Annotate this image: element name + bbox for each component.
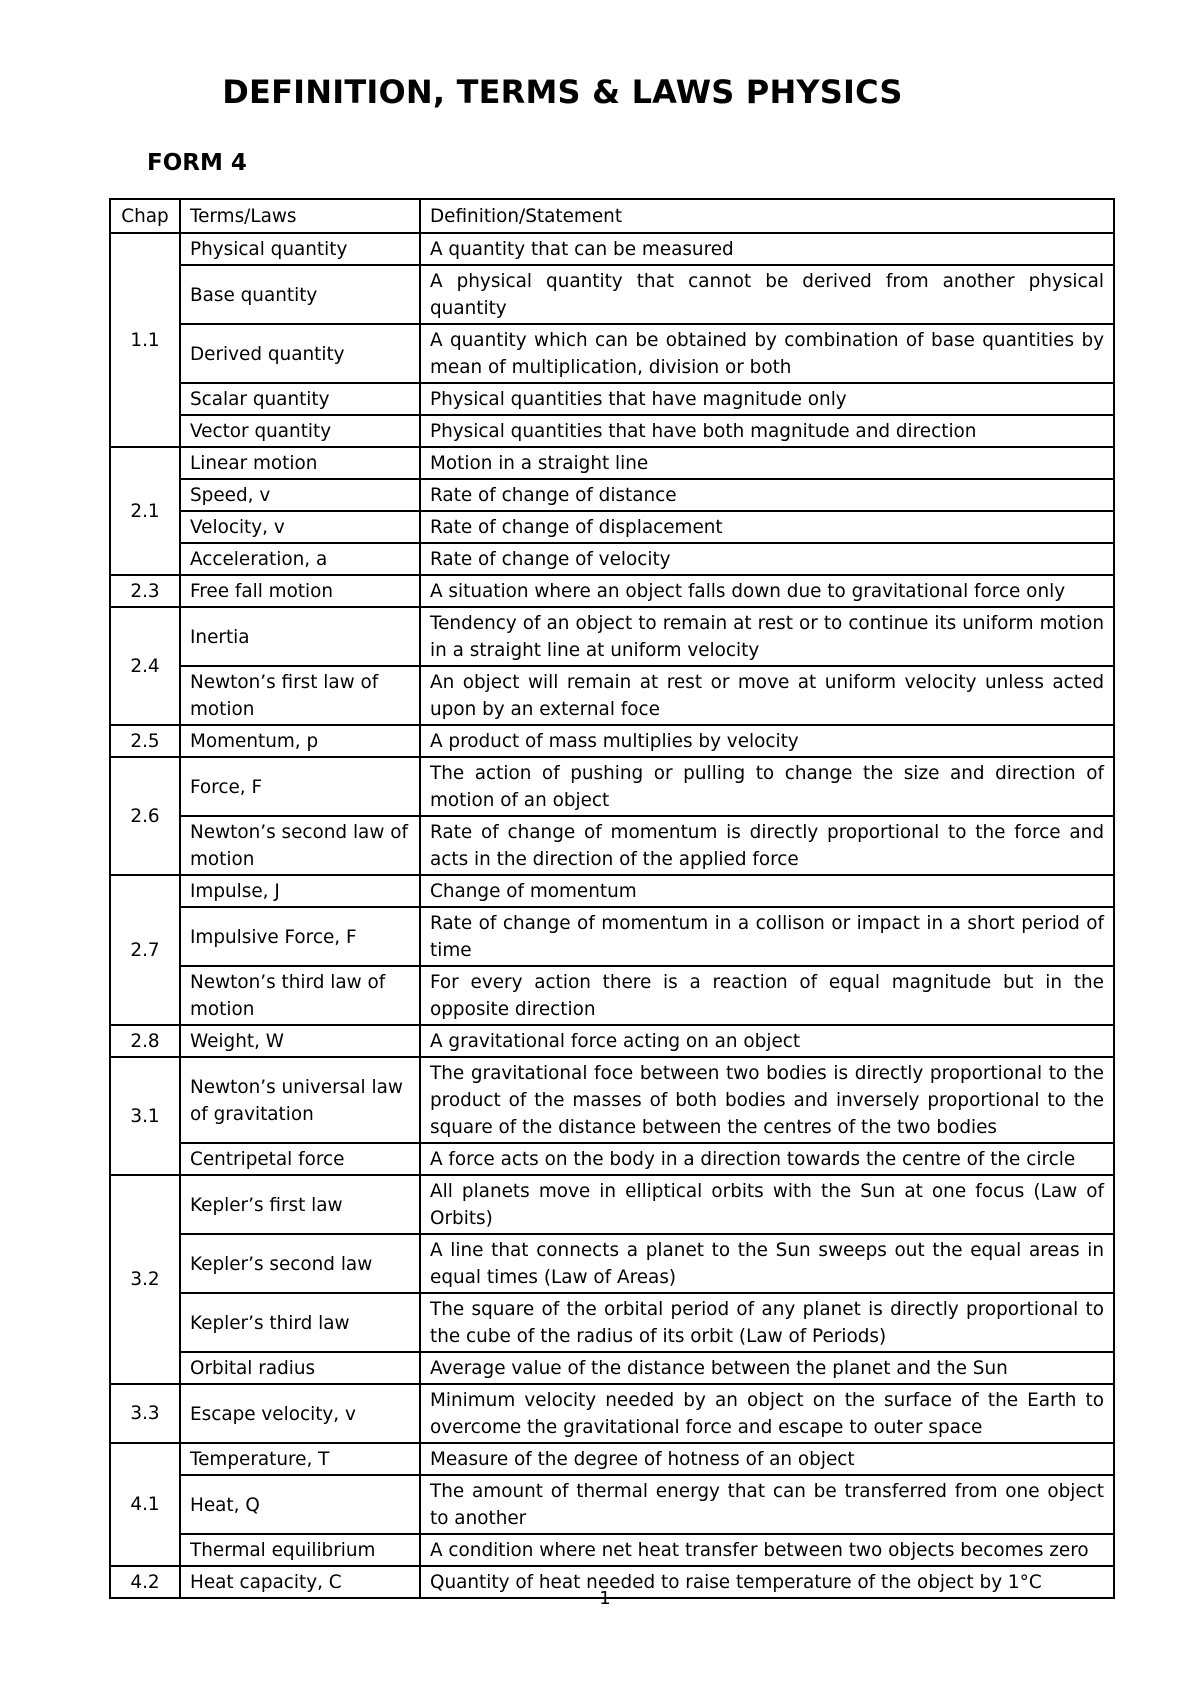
- table-row: [110, 324, 1114, 383]
- definition-cell: A situation where an object falls down due to gravitational force only: [420, 575, 1114, 607]
- definition-cell: A physical quantity that cannot be derived from another physical quantity: [420, 265, 1114, 324]
- term-cell: Inertia: [180, 607, 420, 666]
- table-row: [110, 1025, 1114, 1057]
- table-row: [110, 1475, 1114, 1534]
- definition-cell: Tendency of an object to remain at rest or to continue its uniform motion in a straight line at uniform velocity: [420, 607, 1114, 666]
- definition-cell: A force acts on the body in a direction towards the centre of the circle: [420, 1143, 1114, 1175]
- table-row: [110, 447, 1114, 479]
- table-row: [110, 1175, 1114, 1234]
- definition-cell: The square of the orbital period of any planet is directly proportional to the cube of the radius of its orbit (Law of Periods): [420, 1293, 1114, 1352]
- table-row: [110, 1384, 1114, 1443]
- definition-cell: Quantity of heat needed to raise temperature of the object by 1°C: [420, 1566, 1114, 1598]
- term-cell: Impulse, J: [180, 875, 420, 907]
- definition-cell: Rate of change of momentum in a collison or impact in a short period of time: [420, 907, 1114, 966]
- definition-cell: Average value of the distance between the planet and the Sun: [420, 1352, 1114, 1384]
- table-row: [110, 875, 1114, 907]
- term-cell: Speed, v: [180, 479, 420, 511]
- definition-cell: Physical quantities that have both magnitude and direction: [420, 415, 1114, 447]
- definition-cell: Change of momentum: [420, 875, 1114, 907]
- definitions-table: [109, 198, 1115, 1599]
- term-cell: Temperature, T: [180, 1443, 420, 1475]
- term-cell: Scalar quantity: [180, 383, 420, 415]
- definition-cell: A quantity which can be obtained by combination of base quantities by mean of multiplication, division or both: [420, 324, 1114, 383]
- chapter-cell: 4.1: [110, 1443, 180, 1566]
- term-cell: Base quantity: [180, 265, 420, 324]
- term-cell: Derived quantity: [180, 324, 420, 383]
- term-cell: Free fall motion: [180, 575, 420, 607]
- table-row: [110, 233, 1114, 265]
- chapter-cell: 2.3: [110, 575, 180, 607]
- definition-cell: Minimum velocity needed by an object on the surface of the Earth to overcome the gravitational force and escape to outer space: [420, 1384, 1114, 1443]
- term-cell: Force, F: [180, 757, 420, 816]
- table-row: [110, 1352, 1114, 1384]
- chapter-cell: 3.3: [110, 1384, 180, 1443]
- term-cell: Kepler’s second law: [180, 1234, 420, 1293]
- term-cell: Newton’s second law of motion: [180, 816, 420, 875]
- definition-cell: Rate of change of distance: [420, 479, 1114, 511]
- table-row: [110, 666, 1114, 725]
- definition-cell: The gravitational foce between two bodies is directly proportional to the product of the masses of both bodies and inversely proportional to the square of the distance between the centres of the two bodies: [420, 1057, 1114, 1143]
- definition-cell: For every action there is a reaction of equal magnitude but in the opposite direction: [420, 966, 1114, 1025]
- term-cell: Newton’s third law of motion: [180, 966, 420, 1025]
- form-heading: FORM 4: [147, 150, 247, 176]
- chapter-cell: 2.8: [110, 1025, 180, 1057]
- table-row: [110, 415, 1114, 447]
- table-row: [110, 607, 1114, 666]
- definition-cell: An object will remain at rest or move at uniform velocity unless acted upon by an external foce: [420, 666, 1114, 725]
- term-cell: Weight, W: [180, 1025, 420, 1057]
- term-cell: Vector quantity: [180, 415, 420, 447]
- table-row: [110, 757, 1114, 816]
- definition-cell: A quantity that can be measured: [420, 233, 1114, 265]
- page-title: DEFINITION, TERMS & LAWS PHYSICS: [222, 73, 903, 111]
- table-row: [110, 543, 1114, 575]
- table-row: [110, 966, 1114, 1025]
- table-row: [110, 383, 1114, 415]
- table-row: [110, 725, 1114, 757]
- chapter-cell: 2.1: [110, 447, 180, 575]
- header-definition: Definition/Statement: [420, 199, 1114, 233]
- term-cell: Newton’s universal law of gravitation: [180, 1057, 420, 1143]
- term-cell: Physical quantity: [180, 233, 420, 265]
- term-cell: Kepler’s third law: [180, 1293, 420, 1352]
- definition-cell: The action of pushing or pulling to change the size and direction of motion of an object: [420, 757, 1114, 816]
- table-row: [110, 816, 1114, 875]
- table-row: [110, 1057, 1114, 1143]
- chapter-cell: 2.6: [110, 757, 180, 875]
- header-chap: Chap: [110, 199, 180, 233]
- definition-cell: All planets move in elliptical orbits with the Sun at one focus (Law of Orbits): [420, 1175, 1114, 1234]
- term-cell: Heat, Q: [180, 1475, 420, 1534]
- term-cell: Velocity, v: [180, 511, 420, 543]
- table-row: [110, 265, 1114, 324]
- table-row: [110, 1234, 1114, 1293]
- term-cell: Centripetal force: [180, 1143, 420, 1175]
- chapter-cell: 4.2: [110, 1566, 180, 1598]
- term-cell: Orbital radius: [180, 1352, 420, 1384]
- page-number: 1: [599, 1588, 611, 1609]
- definition-cell: Rate of change of velocity: [420, 543, 1114, 575]
- table-header: [110, 199, 1114, 233]
- definition-cell: Rate of change of momentum is directly proportional to the force and acts in the direction of the applied force: [420, 816, 1114, 875]
- definition-cell: A product of mass multiplies by velocity: [420, 725, 1114, 757]
- header-terms: Terms/Laws: [180, 199, 420, 233]
- term-cell: Escape velocity, v: [180, 1384, 420, 1443]
- table-row: [110, 575, 1114, 607]
- term-cell: Acceleration, a: [180, 543, 420, 575]
- definition-cell: Measure of the degree of hotness of an object: [420, 1443, 1114, 1475]
- table-row: [110, 479, 1114, 511]
- table-row: [110, 1534, 1114, 1566]
- header-row: [110, 199, 1114, 233]
- chapter-cell: 1.1: [110, 233, 180, 447]
- definition-cell: A gravitational force acting on an object: [420, 1025, 1114, 1057]
- table-row: [110, 511, 1114, 543]
- table-body: [110, 233, 1114, 1598]
- term-cell: Newton’s first law of motion: [180, 666, 420, 725]
- definition-cell: Rate of change of displacement: [420, 511, 1114, 543]
- chapter-cell: 2.5: [110, 725, 180, 757]
- table-row: [110, 1293, 1114, 1352]
- term-cell: Impulsive Force, F: [180, 907, 420, 966]
- term-cell: Linear motion: [180, 447, 420, 479]
- chapter-cell: 3.1: [110, 1057, 180, 1175]
- definition-cell: The amount of thermal energy that can be transferred from one object to another: [420, 1475, 1114, 1534]
- chapter-cell: 2.4: [110, 607, 180, 725]
- definition-cell: A line that connects a planet to the Sun sweeps out the equal areas in equal times (Law of Areas): [420, 1234, 1114, 1293]
- table-row: [110, 1143, 1114, 1175]
- chapter-cell: 3.2: [110, 1175, 180, 1384]
- term-cell: Heat capacity, C: [180, 1566, 420, 1598]
- definition-cell: Physical quantities that have magnitude only: [420, 383, 1114, 415]
- table-row: [110, 1443, 1114, 1475]
- term-cell: Momentum, p: [180, 725, 420, 757]
- term-cell: Kepler’s first law: [180, 1175, 420, 1234]
- definition-cell: A condition where net heat transfer between two objects becomes zero: [420, 1534, 1114, 1566]
- definition-cell: Motion in a straight line: [420, 447, 1114, 479]
- chapter-cell: 2.7: [110, 875, 180, 1025]
- term-cell: Thermal equilibrium: [180, 1534, 420, 1566]
- table-row: [110, 907, 1114, 966]
